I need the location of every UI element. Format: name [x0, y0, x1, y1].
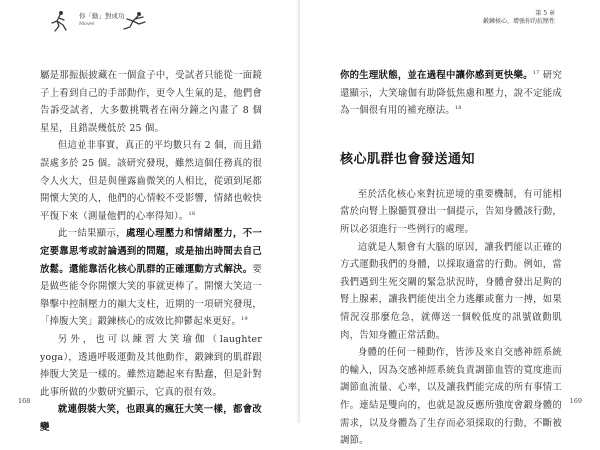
footnote-ref: 19 — [241, 316, 248, 323]
body-text: 要是做些能令你開懷大笑的事就更棒了。開懷大笑這一舉擊中控制壓力的巔大支柱，近期的一項研究發現，「捧腹大笑」鍛鍊核心的成效比抑鬱起來更好。 — [40, 263, 262, 328]
paragraph — [340, 186, 562, 239]
paragraph — [40, 331, 262, 401]
right-page — [300, 0, 600, 447]
right-page-body — [340, 67, 562, 450]
running-header-right — [483, 10, 555, 26]
body-text: 這就是人類會有大腦的原因，讓我們能以正確的方式運動我們的身體，以採取適當的行動。例如，當我們遇到生死交關的緊急狀況時，身體會發出足夠的腎上腺素，讓我們能使出全力逃離或奮力一搏，如果情況沒那麼危急，就傳送一個較低度的訊號啟動肌肉，告知身體正常活動。 — [340, 241, 562, 341]
body-text: 但這並非事實，真正的平均數只有 2 個，而且錯誤處多於 25 個。該研究發現，雖然這個任務真的很令人火大，但是與僅露齒微笑的人相比，從頭到尾都開懷大笑的人，他們的心情較不受影響，情緒也較快平復下來（測量他們的心率得知）。 — [40, 140, 262, 222]
left-page-body — [40, 67, 262, 436]
section-heading: 核心肌群也會發送通知 — [340, 151, 476, 167]
chapter-title: 鍛鍊核心，增強你的抗壓性 — [482, 18, 555, 25]
footnote-ref: 18 — [188, 210, 196, 217]
running-figure-icon — [45, 10, 71, 32]
paragraph — [40, 225, 262, 331]
body-text: 屬是那振振披藏在一個盒子中，受試者只能從一面鏡子上看到自己的手部動作，更令人生氣的是，他們會告訴受試者，大多數挑戰者在兩分鐘之內畫了 8 個星星，且錯誤幾低於 25 個。 — [40, 70, 262, 134]
body-text: 此一結果顯示， — [57, 228, 126, 240]
paragraph — [340, 67, 562, 120]
left-page — [0, 0, 300, 433]
running-header-left — [45, 10, 265, 40]
body-text: 至於活化核心來對抗逆境的重要機制，有可能相當於向腎上腺髓質發出一個提示，告知身體該行動，所以必須進行一些例行的處理。 — [340, 188, 562, 235]
paragraph — [40, 67, 262, 137]
body-text: 另外，也可以練習大笑瑜伽（laughter yoga），透過呼吸運動及其他動作，鍛鍊到的肌群跟捧腹大笑是一樣的。雖然這聽起來有點蠢，但是針對此事所做的少數研究顯示，它真的很有效。 — [40, 333, 262, 398]
paragraph — [340, 344, 562, 450]
emphasis-text: 處理心理壓力和情緒壓力，不一定要靠思考或討論遇到的問題，或是抽出時間去自己放鬆。還能靠活化核心肌群的正確運動方式解決。 — [40, 228, 262, 275]
emphasis-text: 你的生理狀態，並在過程中讓你感到更快樂。 — [340, 70, 533, 81]
book-title: 你「動」對成功 — [79, 12, 125, 20]
leaping-figure-icon — [119, 10, 149, 32]
footnote-ref: 17 — [532, 69, 540, 76]
paragraph — [40, 137, 262, 225]
body-text: 身體的任何一種動作，皆涉及來自交感神經系統的輸入，因為交感神經系統負責調節血管的寬度進而調節血流量、心率，以及讓我們能完成的所有事情工作。連結是雙向的，也就是說反應所強度會鍛身體的需求，以及身體為了生存而必須採取的行動，不斷被調節。 — [340, 347, 562, 447]
paragraph — [340, 239, 562, 345]
page-number-left: 168 — [18, 397, 31, 405]
footnote-ref: 18 — [454, 105, 462, 112]
emphasis-text: 就連假裝大笑，也跟真的瘋狂大笑一樣，都會改變 — [40, 404, 262, 433]
chapter-label: 第 5 章 — [535, 10, 555, 17]
page-number-right: 169 — [569, 397, 582, 405]
book-subtitle: Move! — [79, 21, 95, 27]
body-text: 研究還顯示，大笑瑜伽有助降低焦慮和壓力，說不定能成為一個很有用的補充療法。 — [340, 70, 562, 117]
paragraph — [40, 401, 262, 436]
